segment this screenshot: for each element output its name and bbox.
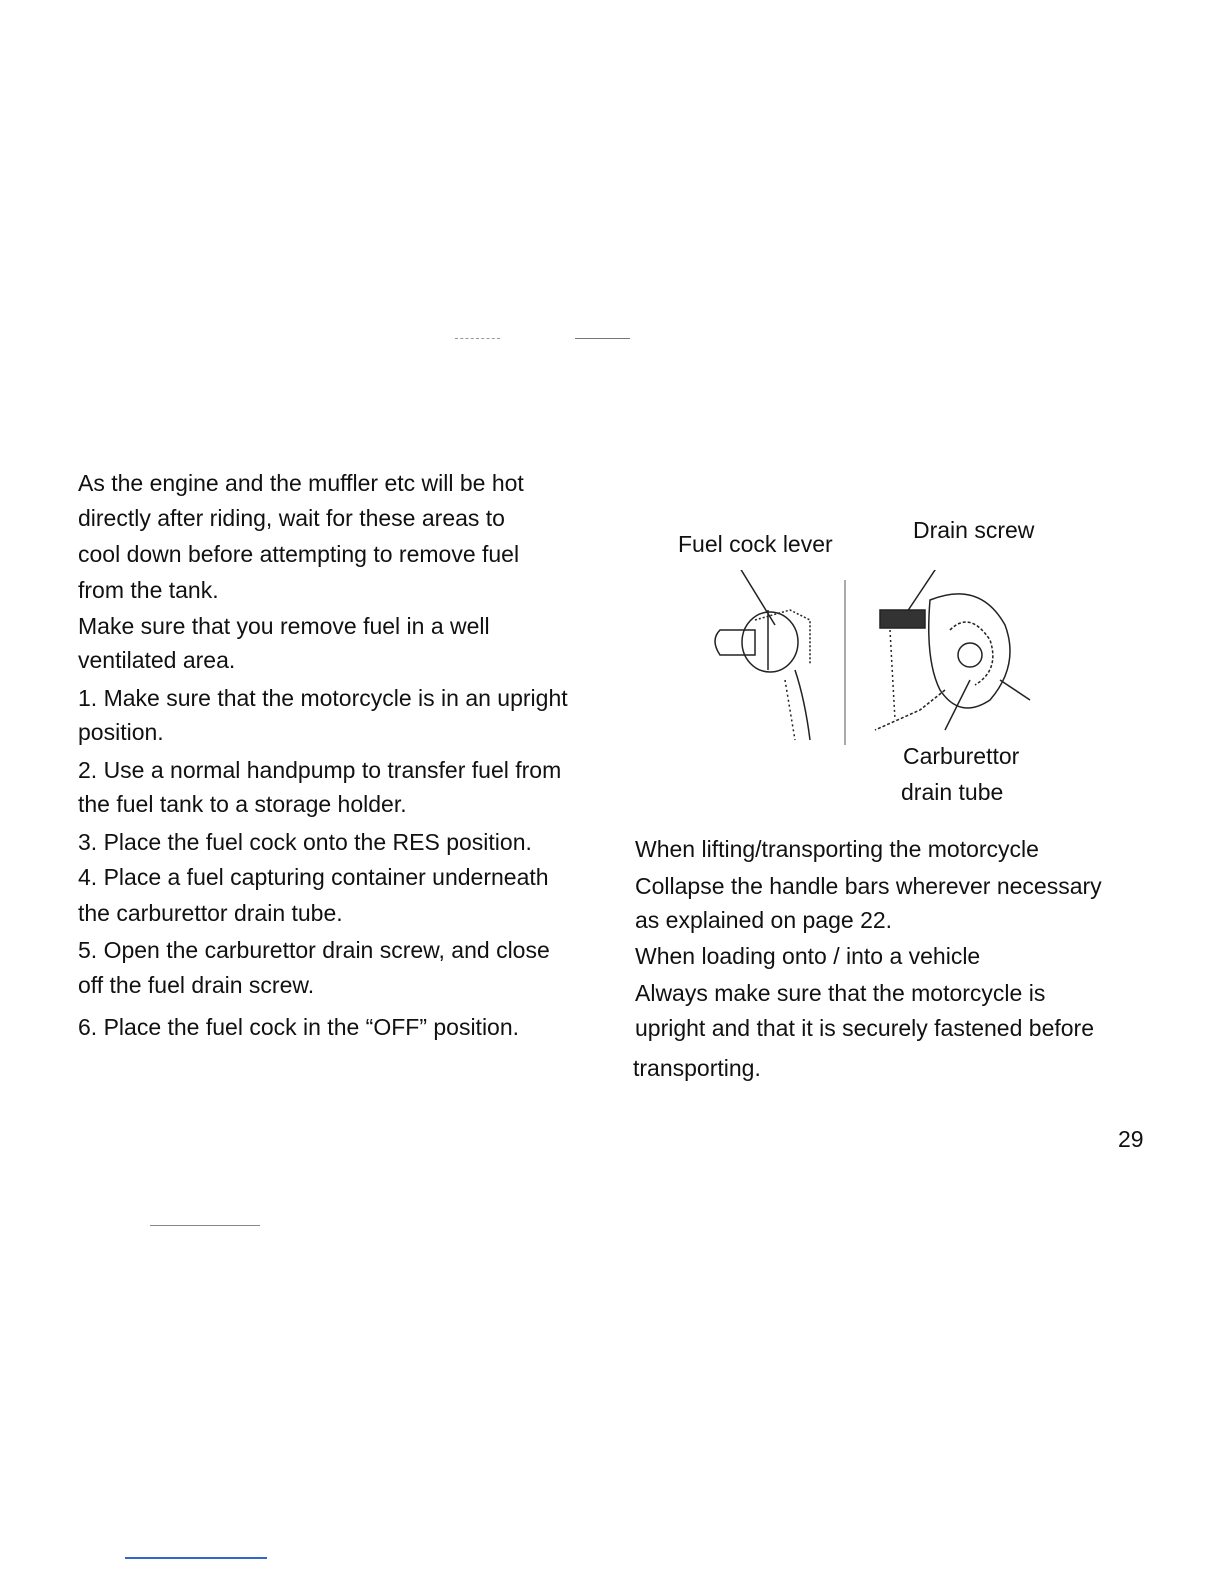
page-number: 29 <box>1118 1126 1144 1152</box>
label-fuel-cock-lever: Fuel cock lever <box>678 531 833 557</box>
right-line-4: When loading onto / into a vehicle <box>635 943 981 969</box>
left-line-1: As the engine and the muffler etc will be hot <box>78 470 524 496</box>
left-line-6: ventilated area. <box>78 647 236 673</box>
left-line-8: position. <box>78 719 164 745</box>
carburettor-body-icon <box>929 594 1010 708</box>
left-line-5: Make sure that you remove fuel in a well <box>78 613 490 639</box>
right-line-6: upright and that it is securely fastened before <box>635 1015 1095 1041</box>
bottom-rule-gray <box>150 1225 260 1226</box>
fuel-cock-body-icon <box>742 612 798 672</box>
left-line-16: 6. Place the fuel cock in the “OFF” position. <box>78 1014 520 1040</box>
scan-artifact-top-left <box>455 338 500 339</box>
left-line-2: directly after riding, wait for these areas to <box>78 505 505 531</box>
left-line-10: the fuel tank to a storage holder. <box>78 791 407 817</box>
right-line-2: Collapse the handle bars wherever necessary <box>635 873 1102 899</box>
left-line-3: cool down before attempting to remove fuel <box>78 541 520 567</box>
scan-artifact-top-right <box>575 338 630 339</box>
right-line-7: transporting. <box>633 1055 761 1081</box>
label-carburettor-line-2: drain tube <box>901 779 1004 805</box>
label-carburettor-line-1: Carburettor <box>903 743 1020 769</box>
label-drain-screw: Drain screw <box>913 517 1035 543</box>
left-line-15: off the fuel drain screw. <box>78 972 315 998</box>
left-line-14: 5. Open the carburettor drain screw, and close <box>78 937 550 963</box>
right-line-3: as explained on page 22. <box>635 907 893 933</box>
left-line-12: 4. Place a fuel capturing container underneath <box>78 864 549 890</box>
carburettor-leader-line <box>945 680 970 730</box>
fuel-system-illustration <box>700 570 1050 750</box>
drain-screw-icon <box>880 610 925 628</box>
fuel-cock-leader-line <box>740 570 775 625</box>
left-line-7: 1. Make sure that the motorcycle is in an upright <box>78 685 568 711</box>
left-line-11: 3. Place the fuel cock onto the RES position. <box>78 829 532 855</box>
fuel-cock-lever-icon <box>715 630 755 655</box>
bottom-rule-blue <box>125 1557 267 1559</box>
drain-screw-leader-line <box>905 570 945 615</box>
left-line-4: from the tank. <box>78 577 219 603</box>
right-line-5: Always make sure that the motorcycle is <box>635 980 1046 1006</box>
left-line-9: 2. Use a normal handpump to transfer fuel from <box>78 757 562 783</box>
right-line-1: When lifting/transporting the motorcycle <box>635 836 1039 862</box>
left-line-13: the carburettor drain tube. <box>78 900 343 926</box>
